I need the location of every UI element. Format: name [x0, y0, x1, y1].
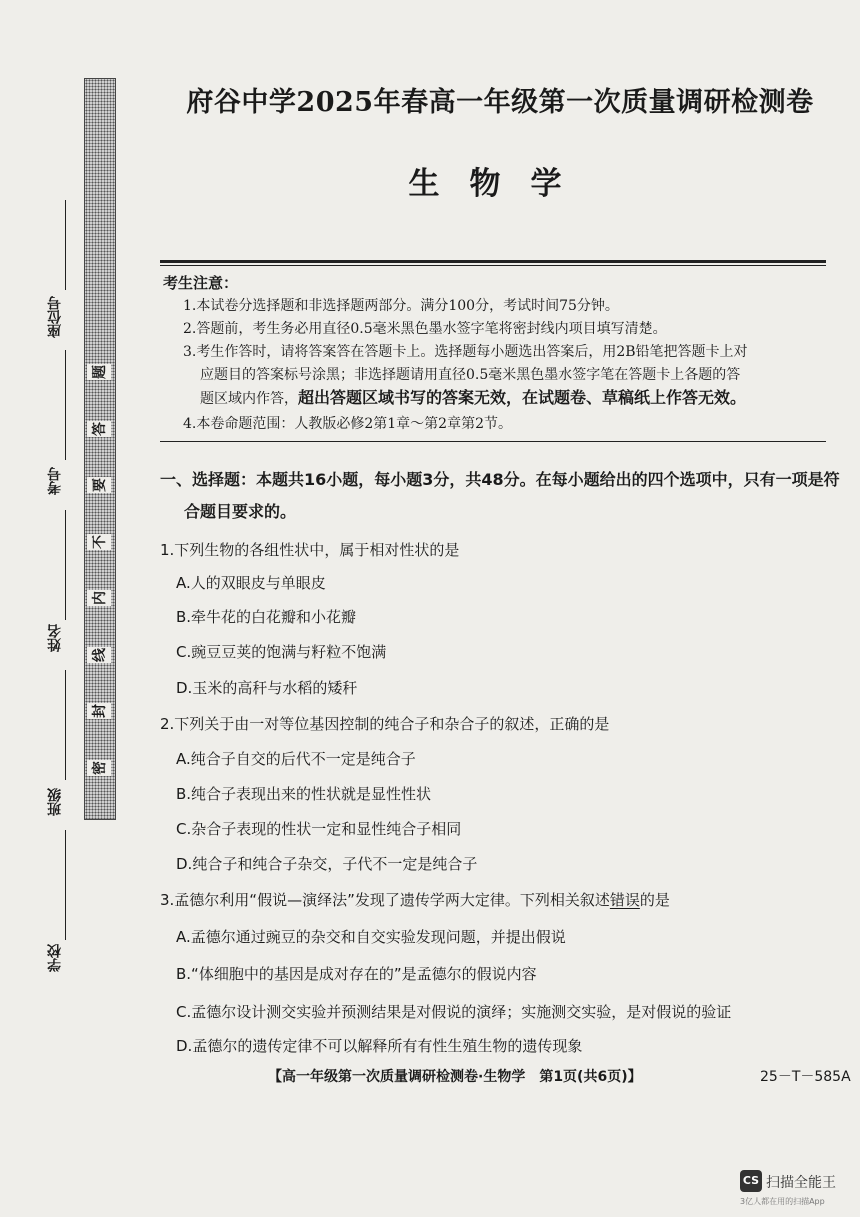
- notice-item: 4.本卷命题范围：人教版必修2第1章～第2章第2节。: [183, 416, 512, 432]
- seal-char: 内: [87, 590, 111, 606]
- notice-text: 题区域内作答，: [200, 391, 298, 407]
- option: D.玉米的高秆与水稻的矮秆: [176, 679, 358, 697]
- exam-number-label: 考号: [47, 467, 63, 495]
- seal-char: 题: [87, 364, 111, 380]
- seal-char: 答: [87, 421, 111, 437]
- option: A.人的双眼皮与单眼皮: [176, 574, 326, 592]
- section-heading-line: 合题目要求的。: [184, 502, 297, 521]
- seal-line-text: [86, 360, 112, 780]
- watermark-tagline: 3亿人都在用的扫描App: [740, 1197, 825, 1206]
- notice-bottom-rule: [160, 441, 826, 442]
- seal-char: 封: [87, 703, 111, 719]
- exam-number-line: [65, 350, 66, 460]
- notice-item: 2.答题前，考生务必用直径0.5毫米黑色墨水签字笔将密封线内项目填写清楚。: [183, 321, 667, 337]
- section-heading-line: 一、选择题：本题共16小题，每小题3分，共48分。在每小题给出的四个选项中，只有一项是符: [160, 470, 840, 489]
- watermark-name: 扫描全能王: [766, 1175, 836, 1191]
- seal-char: 线: [87, 647, 111, 663]
- section-heading: [160, 464, 840, 528]
- header-rule: [160, 260, 826, 263]
- stem-text: 的是: [639, 891, 670, 909]
- school-line: [65, 830, 66, 940]
- option: C.杂合子表现的性状一定和显性纯合子相同: [176, 820, 462, 838]
- option: B.纯合子表现出来的性状就是显性性状: [176, 785, 432, 803]
- question-stem: [160, 889, 670, 910]
- option: B.牵牛花的白花瓣和小花瓣: [176, 608, 357, 626]
- option: B.“体细胞中的基因是成对存在的”是孟德尔的假说内容: [176, 965, 537, 983]
- school-label: 学校: [47, 944, 63, 972]
- seal-char: 要: [87, 477, 111, 493]
- notice-item-line: [200, 386, 850, 409]
- notice-item: 应题目的答案标号涂黑；非选择题请用直径0.5毫米黑色墨水签字笔在答题卡上各题的答: [200, 367, 741, 383]
- notice-item: 3.考生作答时，请将答案答在答题卡上。选择题每小题选出答案后，用2B铅笔把答题卡上对: [183, 344, 748, 360]
- class-line: [65, 670, 66, 780]
- header-rule-thin: [160, 265, 826, 266]
- paper-code: 25－T－585A: [760, 1069, 851, 1085]
- question-stem: 2.下列关于由一对等位基因控制的纯合子和杂合子的叙述，正确的是: [160, 715, 610, 733]
- option: C.豌豆豆荚的饱满与籽粒不饱满: [176, 643, 387, 661]
- subject-title: 生物学: [408, 166, 592, 202]
- class-label: 班级: [47, 788, 63, 816]
- option: D.纯合子和纯合子杂交，子代不一定是纯合子: [176, 855, 478, 873]
- exam-title: 府谷中学2025年春高一年级第一次质量调研检测卷: [186, 87, 814, 118]
- page-footer: 【高一年级第一次质量调研检测卷·生物学 第1页(共6页)】: [268, 1069, 642, 1085]
- option: D.孟德尔的遗传定律不可以解释所有有性生殖生物的遗传现象: [176, 1037, 583, 1055]
- option: A.孟德尔通过豌豆的杂交和自交实验发现问题，并提出假说: [176, 928, 566, 946]
- stem-text: 3.孟德尔利用“假说—演绎法”发现了遗传学两大定律。下列相关叙述: [160, 891, 610, 909]
- option: C.孟德尔设计测交实验并预测结果是对假说的演绎；实施测交实验，是对假说的验证: [176, 1003, 732, 1021]
- stem-emphasis: 错误: [609, 891, 640, 909]
- notice-item: 1.本试卷分选择题和非选择题两部分。满分100分，考试时间75分钟。: [183, 298, 619, 314]
- seal-char: 密: [87, 760, 111, 776]
- option: A.纯合子自交的后代不一定是纯合子: [176, 750, 416, 768]
- name-line: [65, 510, 66, 620]
- notice-title: 考生注意：: [163, 274, 239, 292]
- name-label: 姓名: [47, 624, 63, 652]
- question-stem: 1.下列生物的各组性状中，属于相对性状的是: [160, 541, 460, 559]
- notice-warning: 超出答题区域书写的答案无效，在试题卷、草稿纸上作答无效。: [298, 388, 747, 407]
- seal-char: 不: [87, 534, 111, 550]
- seat-number-label: 座位号: [47, 296, 63, 338]
- seat-number-line: [65, 200, 66, 290]
- camscanner-logo-icon: CS: [740, 1170, 762, 1192]
